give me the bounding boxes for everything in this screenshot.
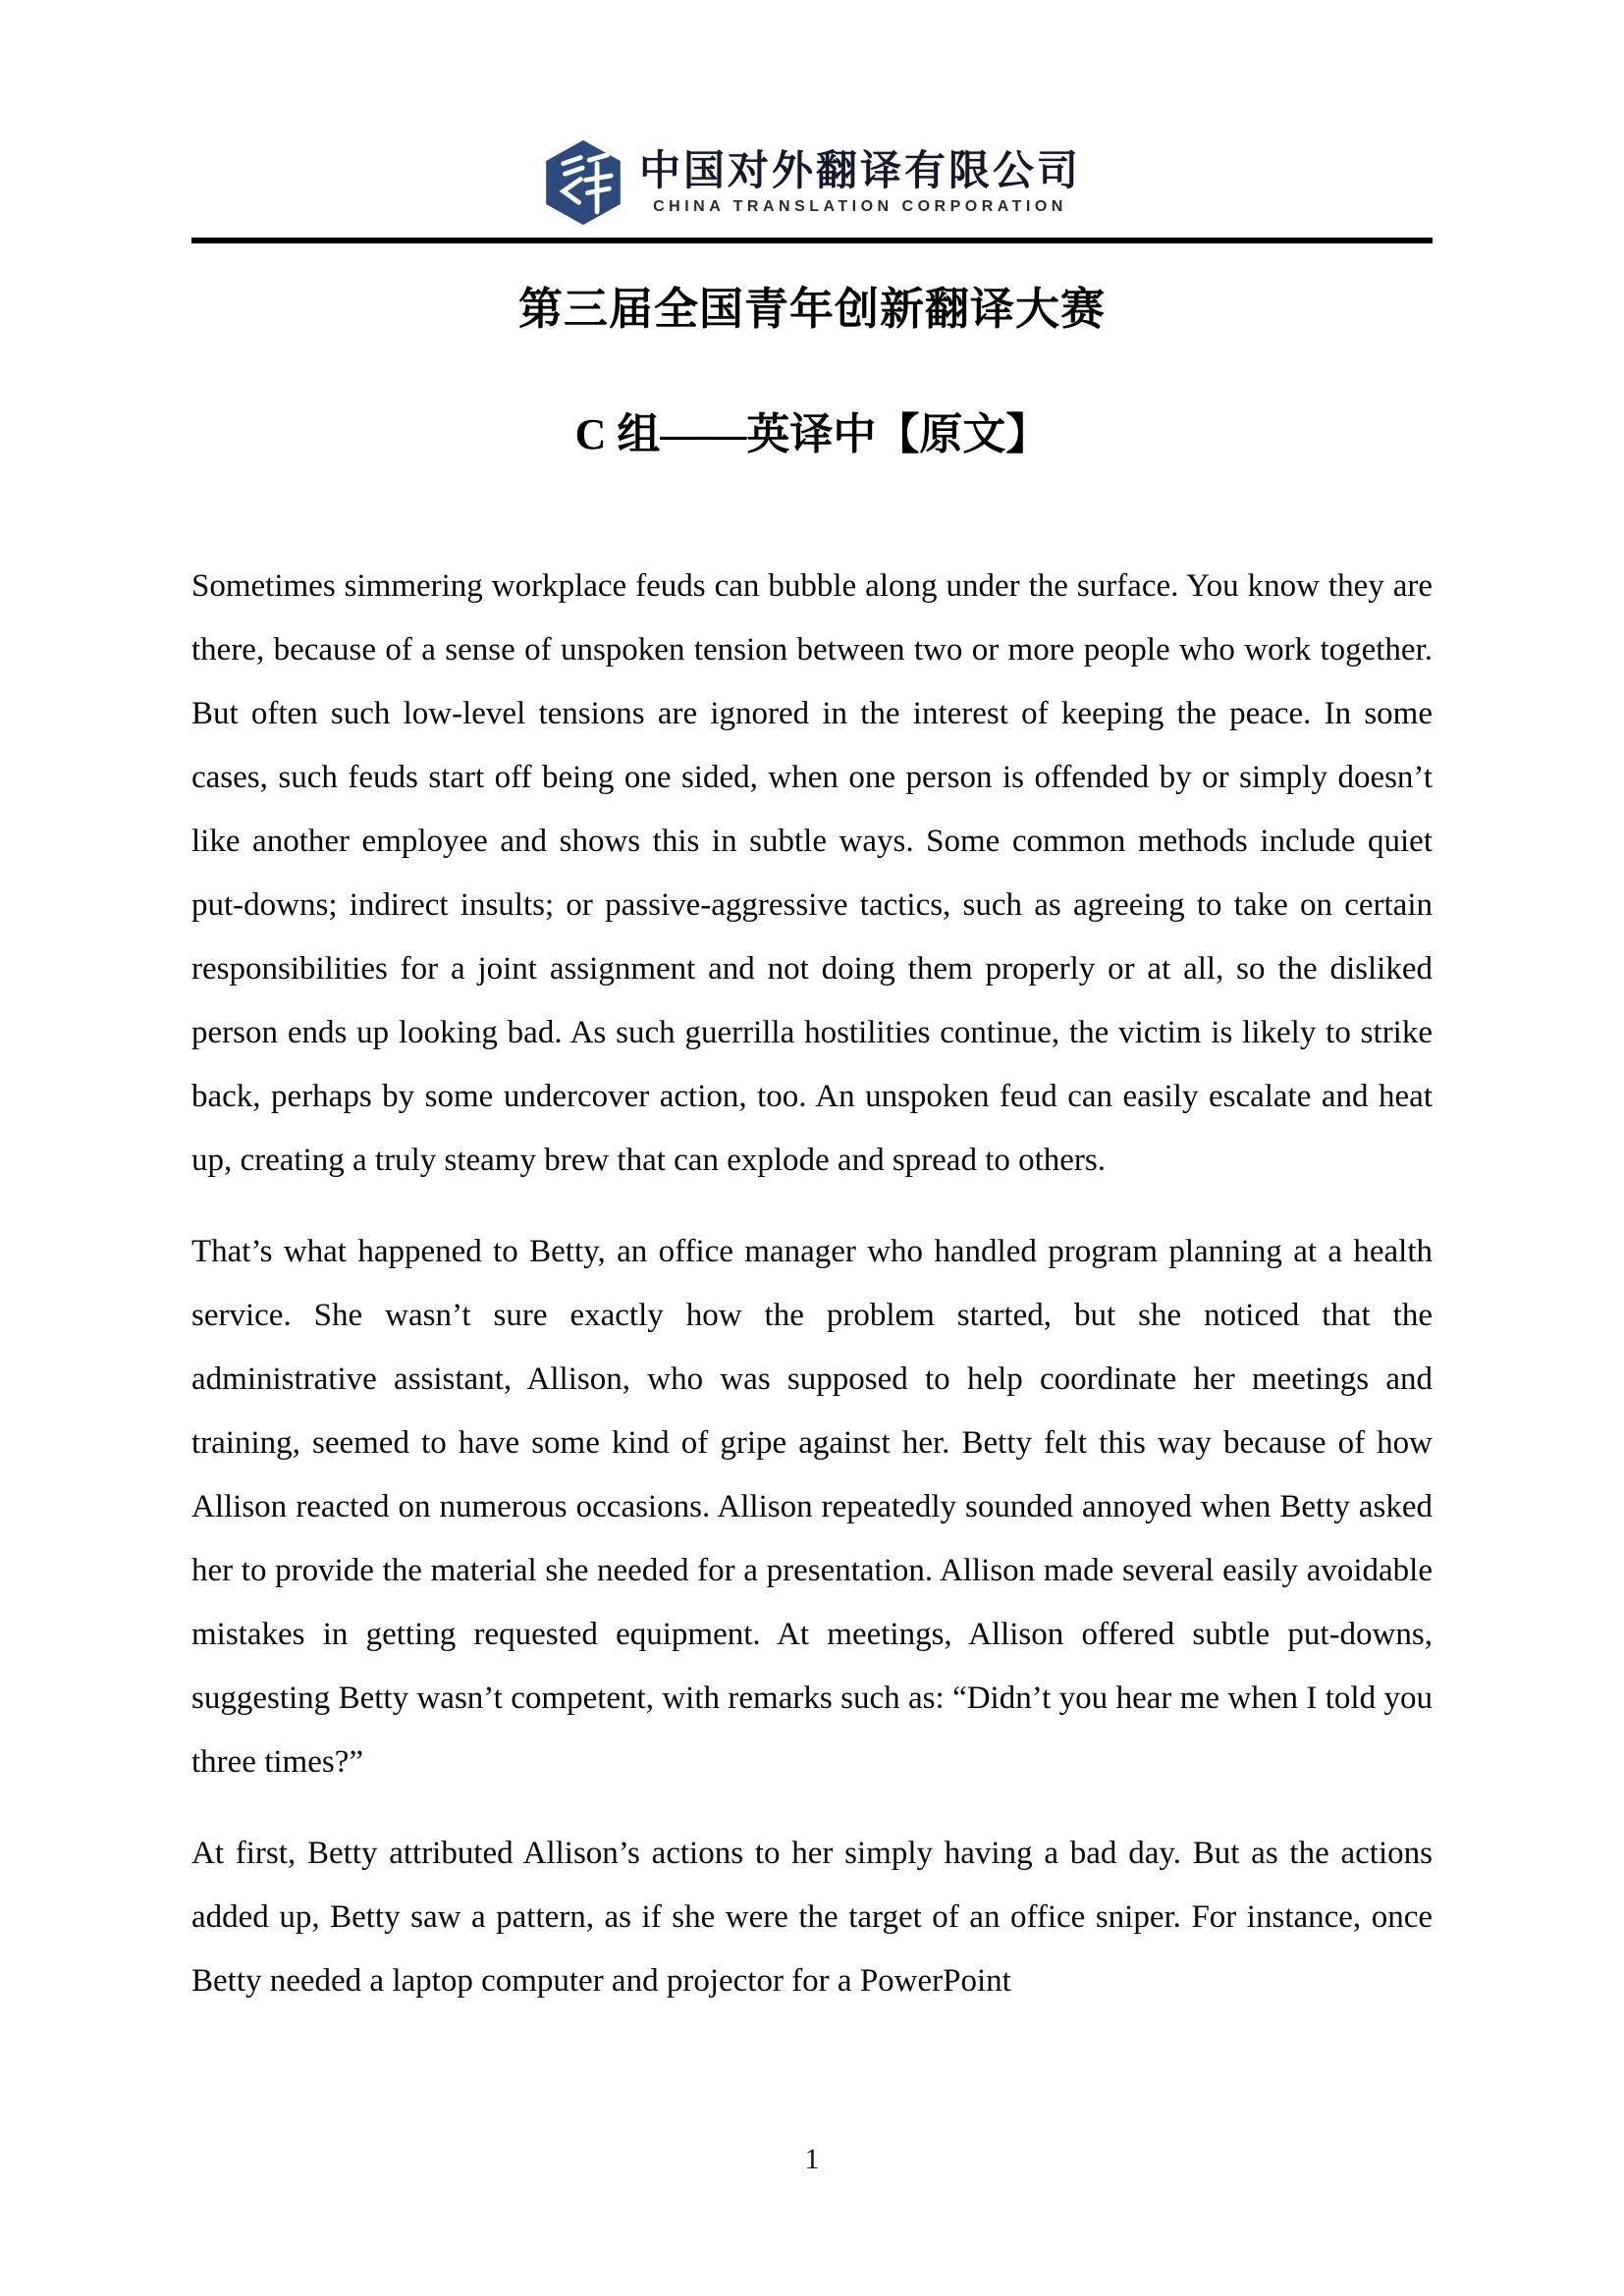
document-title: 第三届全国青年创新翻译大赛 <box>517 284 1106 334</box>
page-number: 1 <box>804 2143 820 2175</box>
header-divider <box>191 238 1433 243</box>
company-name-zh: 中国对外翻译有限公司 <box>638 149 1081 195</box>
page-footer <box>0 2143 1624 2176</box>
company-names <box>639 149 1081 215</box>
company-logo <box>191 139 1433 226</box>
hexagon-logo-icon <box>543 139 623 226</box>
paragraph-1: Sometimes simmering workplace feuds can bubble along under the surface. You know they are there, because of a sense of unspoken tension between two or more people who work together. But often such low-level tensions are ignored in the interest of keeping the peace. In some cases, such feuds start off being one sided, when one person is offended by or simply doesn’t like another employee and shows this in subtle ways. Some common methods include quiet put-downs; indirect insults; or passive-aggressive tactics, such as agreeing to take on certain responsibilities for a joint assignment and not doing them properly or at all, so the disliked person ends up looking bad. As such guerrilla hostilities continue, the victim is likely to strike back, perhaps by some undercover action, too. An unspoken feud can easily escalate and heat up, creating a truly steamy brew that can explode and spread to others. <box>191 568 1433 1178</box>
paragraph-2: That’s what happened to Betty, an office manager who handled program planning at a health service. She wasn’t sure exactly how the problem started, but she noticed that the administrative assistant, Allison, who was supposed to help coordinate her meetings and training, seemed to have some kind of gripe against her. Betty felt this way because of how Allison reacted on numerous occasions. Allison repeatedly sounded annoyed when Betty asked her to provide the material she needed for a presentation. Allison made several easily avoidable mistakes in getting requested equipment. At meetings, Allison offered subtle put-downs, suggesting Betty wasn’t competent, with remarks such as: “Didn’t you hear me when I told you three times?” <box>191 1234 1433 1780</box>
company-name-en: CHINA TRANSLATION CORPORATION <box>653 197 1067 215</box>
letterhead <box>191 139 1433 243</box>
document-body <box>191 555 1433 2013</box>
document-subtitle: C 组——英译中【原文】 <box>574 410 1050 458</box>
paragraph-3: At first, Betty attributed Allison’s actions to her simply having a bad day. But as the actions added up, Betty saw a pattern, as if she were the target of an office sniper. For instance, once Betty needed a laptop computer and projector for a PowerPoint <box>191 1836 1433 1999</box>
